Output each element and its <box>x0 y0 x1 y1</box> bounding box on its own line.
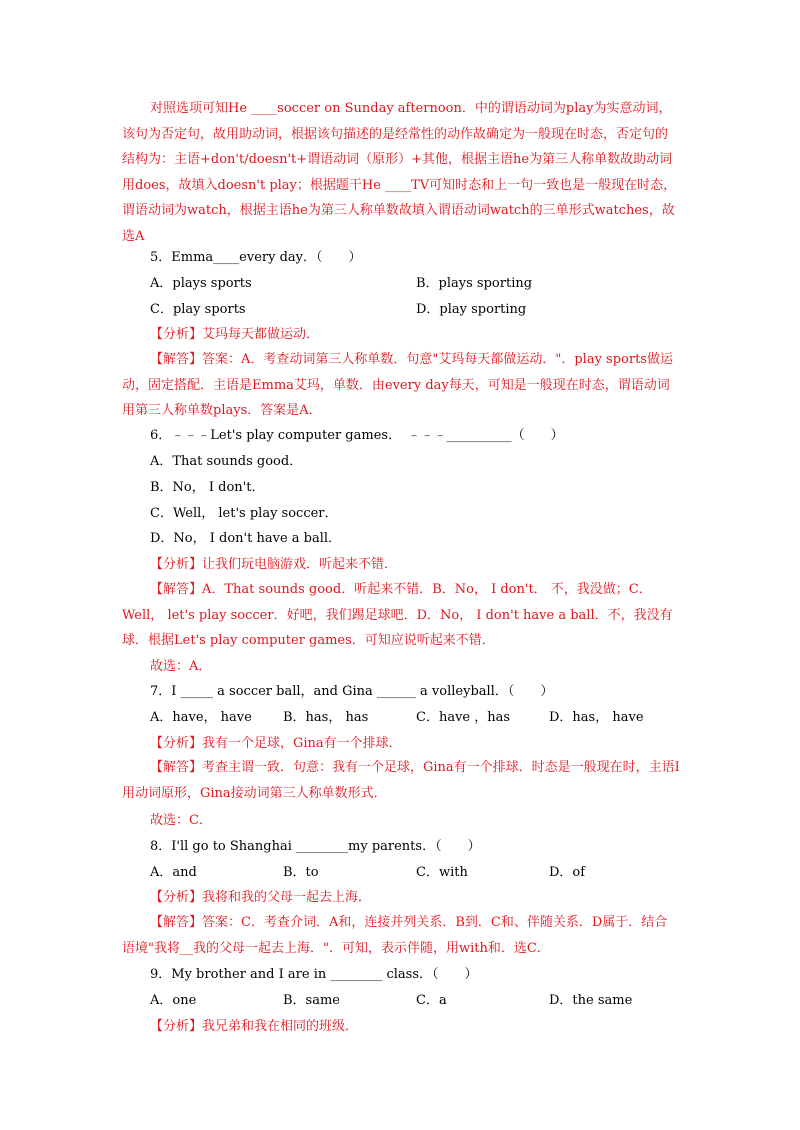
question-7-answer: 【解答】考查主谓一致．句意：我有一个足球，Gina有一个排球．时态是一般现在时，主语I用动词原形，Gina接动词第三人称单数形式． <box>122 760 680 801</box>
question-8-option-c: C．with <box>416 865 468 880</box>
question-5-option-b: B．plays sporting <box>416 276 533 291</box>
question-8-stem: 8．I'll go to Shanghai ________my parents．（ ） <box>150 839 481 854</box>
intro-explanation: 对照选项可知He ____soccer on Sunday afternoon．中的谓语动词为play为实意动词，该句为否定句，故用助动词，根据该句描述的是经常性的动作故确定为一般现在时态，否定句的结构为：主语+don't/doesn't+谓语动词（原形）+其他，根据主语he为第三人称单数故助动词用does，故填入doesn't play；根据题干He ____TV可知时态和上一句一致也是一般现在时态，谓语动词为watch，根据主语he为第三人称单数故填入谓语动词watch的三单形式watches，故选A <box>122 101 677 244</box>
question-8-analysis: 【分析】我将和我的父母一起去上海． <box>150 890 372 905</box>
question-5-option-d: D．play sporting <box>416 302 527 317</box>
question-9-analysis: 【分析】我兄弟和我在相同的班级． <box>150 1019 359 1034</box>
question-5-answer: 【解答】答案：A．考查动词第三人称单数．句意"艾玛每天都做运动．"．play sports做运动，固定搭配．主语是Emma艾玛，单数．由every day每天，可知是一般现在时态，谓语动词用第三人称单数plays．答案是A． <box>122 352 673 419</box>
question-7-option-d: D．has， have <box>549 710 644 725</box>
question-9-option-c: C．a <box>416 993 447 1008</box>
question-8-answer: 【解答】答案：C．考查介词．A和，连接并列关系．B到．C和、伴随关系．D属于．结合语境"我将__我的父母一起去上海．"．可知，表示伴随，用with和．选C． <box>122 915 668 956</box>
question-5-stem: 5．Emma____every day．（ ） <box>150 250 362 265</box>
question-6-choice: 故选：A． <box>150 659 212 674</box>
question-7-stem: 7．I _____ a soccer ball，and Gina ______ a volleyball．（ ） <box>150 684 554 699</box>
question-6-analysis: 【分析】让我们玩电脑游戏．听起来不错． <box>150 557 398 572</box>
question-6-stem: 6．﹣﹣﹣Let's play computer games． ﹣﹣﹣__________（ ） <box>150 428 564 443</box>
question-5-analysis: 【分析】艾玛每天都做运动． <box>150 327 320 342</box>
question-8-option-d: D．of <box>549 865 586 880</box>
question-9-option-b: B．same <box>283 993 340 1008</box>
question-9-stem: 9．My brother and I are in ________ class．（ ） <box>150 967 478 982</box>
question-6-option-b: B．No， I don't． <box>150 480 265 495</box>
question-7-choice: 故选：C． <box>150 813 212 828</box>
question-6-answer: 【解答】A．That sounds good．听起来不错．B．No， I don't． 不，我没做；C．Well， let's play soccer．好吧，我们踢足球吧．D．No， I don't have a ball．不，我没有球．根据Let's play computer games．可知应说听起来不错． <box>122 582 673 649</box>
question-7-option-a: A．have， have <box>150 710 252 725</box>
question-5-option-c: C．play sports <box>150 302 246 317</box>
question-8-option-b: B．to <box>283 865 319 880</box>
question-6-option-a: A．That sounds good． <box>150 454 303 469</box>
question-7-analysis: 【分析】我有一个足球，Gina有一个排球． <box>150 736 402 751</box>
question-9-option-a: A．one <box>150 993 197 1008</box>
question-9-option-d: D．the same <box>549 993 633 1008</box>
question-7-option-c: C．have ，has <box>416 710 511 725</box>
question-6-option-d: D．No， I don't have a ball． <box>150 531 342 546</box>
question-6-option-c: C．Well， let's play soccer． <box>150 506 338 521</box>
question-7-option-b: B．has， has <box>283 710 369 725</box>
question-8-option-a: A．and <box>150 865 197 880</box>
question-5-option-a: A．plays sports <box>150 276 252 291</box>
